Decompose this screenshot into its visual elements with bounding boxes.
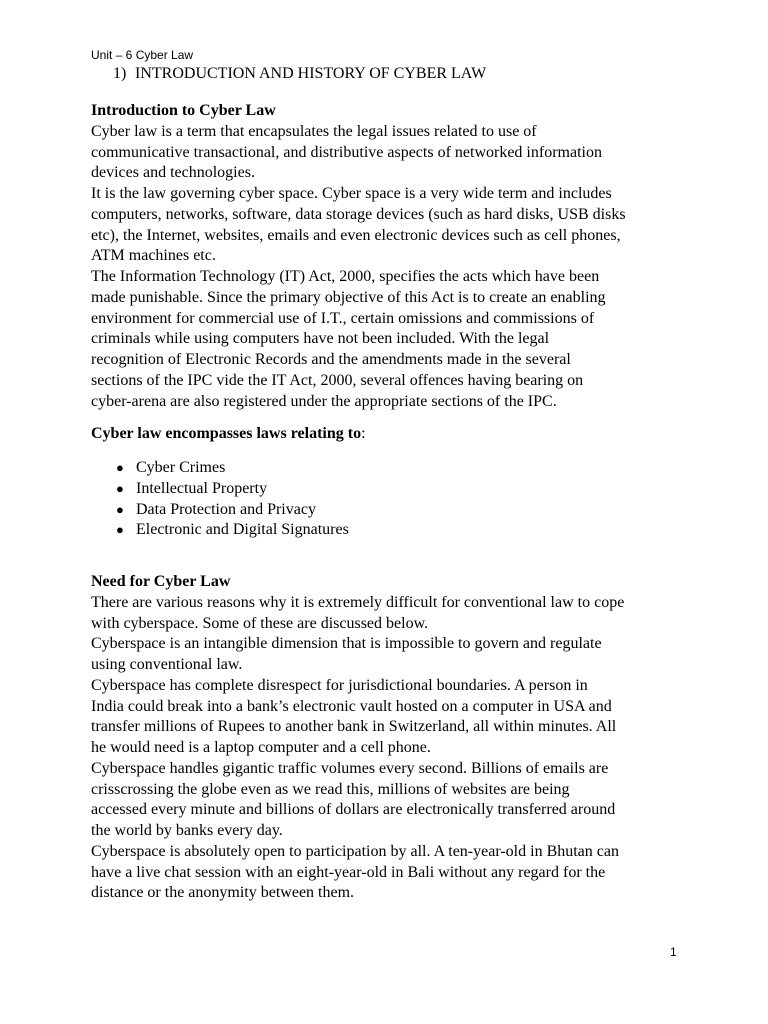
intro-text-line: The Information Technology (IT) Act, 2000, specifies the acts which have been — [91, 268, 600, 285]
title-number: 1) — [113, 65, 127, 82]
title-text: INTRODUCTION AND HISTORY OF CYBER LAW — [135, 65, 487, 82]
spacer — [91, 445, 691, 458]
need-text-line: have a live chat session with an eight-year-old in Bali without any regard for the — [91, 863, 606, 881]
intro-text-line: devices and technologies. — [91, 164, 255, 182]
bullet-icon: ● — [116, 501, 124, 517]
intro-text-line: computers, networks, software, data storage devices (such as hard disks, USB disks — [91, 205, 626, 223]
need-text-line: India could break into a bank’s electronic vault hosted on a computer in USA and — [91, 697, 612, 715]
document-body — [91, 101, 691, 904]
intro-text-line: Cyber law is a term that encapsulates the legal issues related to use of — [91, 122, 537, 140]
intro-text-line: communicative transactional, and distributive aspects of networked information — [91, 143, 602, 161]
intro-text-line: etc), the Internet, websites, emails and even electronic devices such as cell phones, — [91, 226, 621, 244]
intro-text-line: recognition of Electronic Records and the amendments made in the several — [91, 351, 571, 368]
intro-text-line: sections of the IPC vide the IT Act, 2000, several offences having bearing on — [91, 371, 584, 389]
need-text-line: There are various reasons why it is extremely difficult for conventional law to cope — [91, 593, 625, 611]
list-item — [91, 520, 691, 541]
intro-text-line: cyber-arena are also registered under the appropriate sections of the IPC. — [91, 392, 557, 410]
bullet-icon: ● — [116, 522, 124, 538]
intro-text-line: made punishable. Since the primary objective of this Act is to create an enabling — [91, 288, 606, 306]
list-item-text: Data Protection and Privacy — [136, 500, 316, 518]
need-text-line: with cyberspace. Some of these are discussed below. — [91, 614, 429, 632]
need-text-line: crisscrossing the globe even as we read this, millions of websites are being — [91, 780, 570, 798]
need-text-line: using conventional law. — [91, 656, 243, 673]
intro-text-line: It is the law governing cyber space. Cyber space is a very wide term and includes — [91, 185, 612, 202]
need-text-line: transfer millions of Rupees to another bank in Switzerland, all within minutes. All — [91, 718, 617, 736]
encompasses-colon: : — [361, 425, 366, 443]
need-text-line: Cyberspace has complete disrespect for jurisdictional boundaries. A person in — [91, 676, 588, 694]
spacer — [91, 541, 691, 572]
page-number: 1 — [670, 945, 677, 959]
need-text-line: he would need is a laptop computer and a cell phone. — [91, 739, 431, 756]
list-item — [91, 500, 691, 521]
list-item — [91, 458, 691, 479]
intro-text-line: environment for commercial use of I.T., certain omissions and commissions of — [91, 309, 595, 327]
need-text-line: the world by banks every day. — [91, 822, 283, 839]
bullet-icon: ● — [116, 460, 124, 475]
need-heading: Need for Cyber Law — [91, 573, 231, 590]
need-text-line: distance or the anonymity between them. — [91, 884, 355, 902]
need-text-line: Cyberspace handles gigantic traffic volumes every second. Billions of emails are — [91, 759, 609, 777]
need-text-line: Cyberspace is absolutely open to participation by all. A ten-year-old in Bhutan can — [91, 842, 619, 860]
list-item — [91, 479, 691, 500]
encompasses-list — [91, 458, 691, 541]
running-header: Unit – 6 Cyber Law — [91, 48, 194, 62]
list-item-text: Electronic and Digital Signatures — [136, 521, 349, 539]
intro-heading: Introduction to Cyber Law — [91, 102, 276, 119]
list-item-text: Cyber Crimes — [136, 459, 226, 476]
document-title — [113, 63, 486, 85]
encompasses-heading-line — [91, 424, 691, 445]
bullet-icon: ● — [116, 480, 124, 496]
intro-text-line: criminals while using computers have not been included. With the legal — [91, 330, 550, 348]
encompasses-heading: Cyber law encompasses laws relating to — [91, 425, 362, 443]
need-text-line: accessed every minute and billions of dollars are electronically transferred around — [91, 801, 616, 819]
need-text-line: Cyberspace is an intangible dimension that is impossible to govern and regulate — [91, 635, 602, 653]
intro-paragraphs — [91, 122, 691, 413]
need-paragraphs — [91, 593, 691, 904]
intro-text-line: ATM machines etc. — [91, 247, 216, 265]
list-item-text: Intellectual Property — [136, 479, 268, 497]
spacer — [91, 412, 691, 424]
